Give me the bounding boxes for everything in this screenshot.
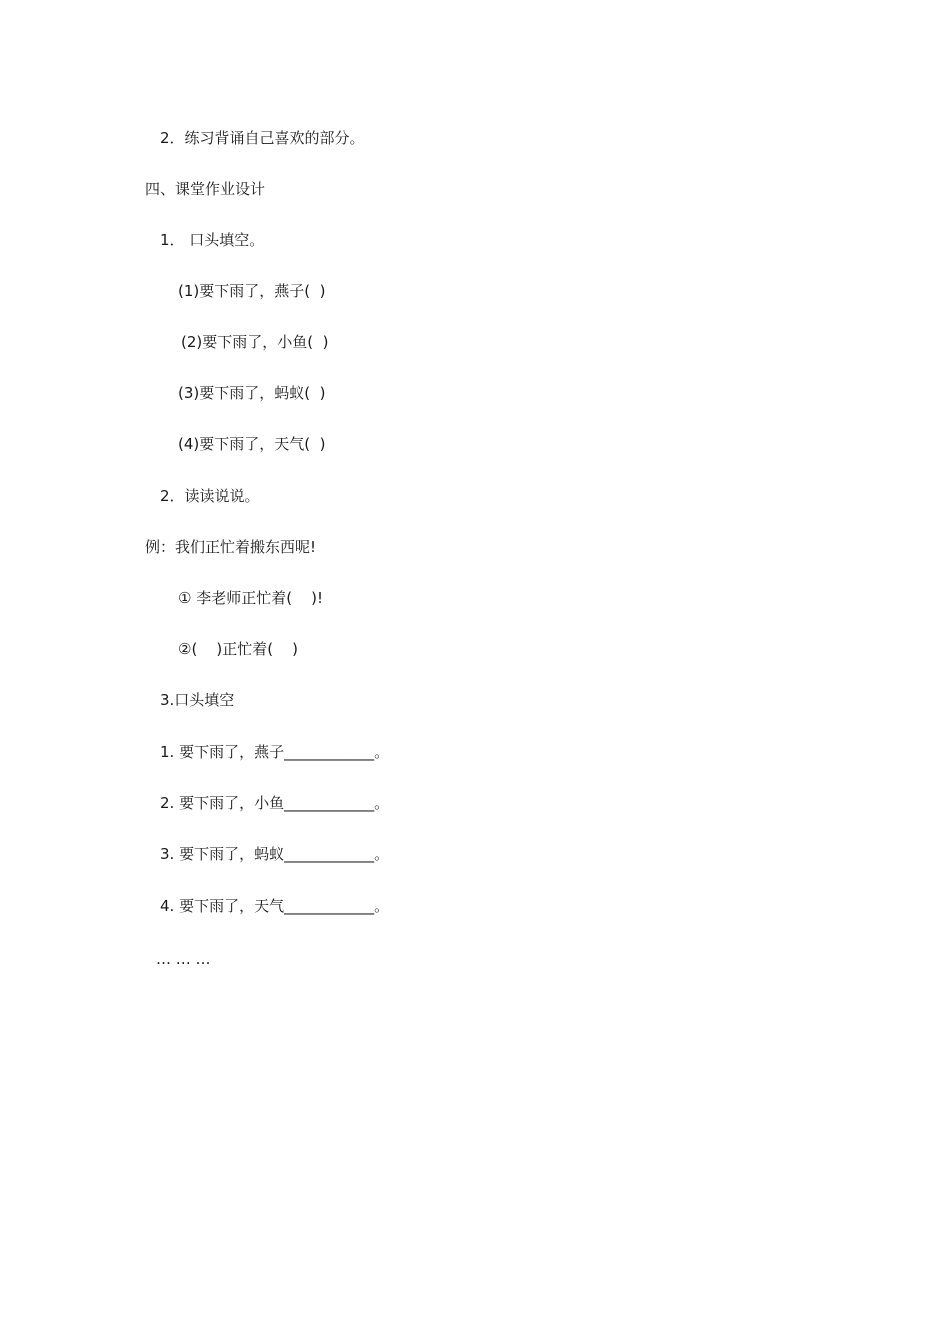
exercise-3-item-2: 2. 要下雨了，小鱼____________。	[160, 794, 390, 812]
exercise-3-title: 3.口头填空	[160, 691, 235, 709]
exercise-1-item-4: (4)要下雨了，天气( )	[178, 435, 326, 453]
section-heading: 四、课堂作业设计	[145, 180, 266, 198]
exercise-2-item-2: ②( )正忙着( )	[178, 640, 299, 658]
example-sentence: 例：我们正忙着搬东西呢!	[145, 538, 317, 556]
ellipsis-line: … … …	[156, 950, 211, 968]
exercise-3-item-3: 3. 要下雨了，蚂蚁____________。	[160, 845, 390, 863]
exercise-3-item-4: 4. 要下雨了，天气____________。	[160, 897, 390, 915]
exercise-2-item-1: ① 李老师正忙着( )!	[178, 589, 324, 607]
exercise-1-item-1: (1)要下雨了，燕子( )	[178, 282, 326, 300]
exercise-2-title: 2．读读说说。	[160, 487, 260, 505]
recite-task-line: 2．练习背诵自己喜欢的部分。	[160, 129, 365, 147]
exercise-1-title: 1． 口头填空。	[160, 231, 265, 249]
exercise-1-item-3: (3)要下雨了，蚂蚁( )	[178, 384, 326, 402]
exercise-3-item-1: 1. 要下雨了，燕子____________。	[160, 743, 390, 761]
exercise-1-item-2: (2)要下雨了，小鱼( )	[181, 333, 329, 351]
